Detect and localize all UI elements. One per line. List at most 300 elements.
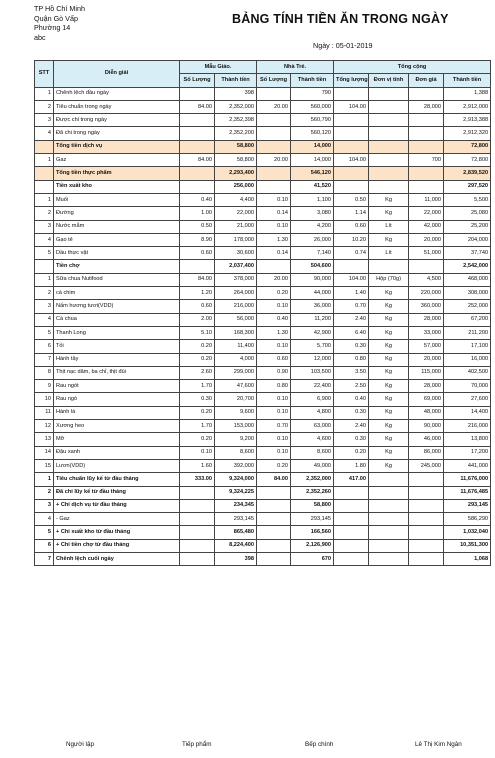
- cell-don-vi: [369, 260, 409, 273]
- cell-don-gia: 4,500: [409, 273, 444, 286]
- table-row: [35, 513, 491, 526]
- cell-stt: [35, 260, 54, 273]
- group-tong-cong: Tổng cộng: [334, 61, 491, 74]
- cell-don-gia: 360,000: [409, 300, 444, 313]
- cell-thanh-tien-nt: 5,700: [291, 340, 334, 353]
- cell-thanh-tien-mg: 178,000: [215, 233, 257, 246]
- table-row: [35, 326, 491, 339]
- cell-so-luong-nt: 0.90: [257, 366, 291, 379]
- cell-so-luong-mg: 5.10: [180, 326, 215, 339]
- cell-don-vi: Lít: [369, 247, 409, 260]
- cell-thanh-tien-nt: 36,000: [291, 300, 334, 313]
- cell-don-vi: Kg: [369, 207, 409, 220]
- cell-stt: 3: [35, 114, 54, 127]
- cell-thanh-tien-tong: 211,200: [444, 326, 491, 339]
- group-nha-tre: Nhà Trẻ.: [257, 61, 334, 74]
- cell-don-vi: Kg: [369, 193, 409, 206]
- group-mau-giao: Mẫu Giáo.: [180, 61, 257, 74]
- cell-tong-luong: 417.00: [334, 473, 369, 486]
- cell-don-gia: 22,000: [409, 207, 444, 220]
- cell-don-gia: [409, 87, 444, 100]
- cell-don-vi: [369, 167, 409, 180]
- table-row: [35, 433, 491, 446]
- bep-chinh-label: Bếp chính: [305, 741, 334, 748]
- cell-so-luong-mg: 0.10: [180, 446, 215, 459]
- cell-so-luong-nt: [257, 526, 291, 539]
- cell-tong-luong: 2.40: [334, 420, 369, 433]
- cell-thanh-tien-tong: 2,912,000: [444, 100, 491, 113]
- cell-don-gia: 48,000: [409, 406, 444, 419]
- cell-description: Rau ngò: [54, 393, 180, 406]
- table-body: [35, 87, 491, 566]
- cell-stt: 3: [35, 499, 54, 512]
- cell-don-vi: Hộp (70g): [369, 273, 409, 286]
- cell-stt: 5: [35, 326, 54, 339]
- cell-so-luong-nt: 1.30: [257, 233, 291, 246]
- cell-don-vi: Kg: [369, 446, 409, 459]
- cell-thanh-tien-nt: 3,080: [291, 207, 334, 220]
- cell-so-luong-mg: 1.70: [180, 420, 215, 433]
- cell-thanh-tien-nt: 166,560: [291, 526, 334, 539]
- table-row: [35, 499, 491, 512]
- cell-thanh-tien-nt: 504,600: [291, 260, 334, 273]
- cell-stt: 2: [35, 100, 54, 113]
- cell-stt: 5: [35, 526, 54, 539]
- cell-tong-luong: [334, 127, 369, 140]
- cell-don-gia: 57,000: [409, 340, 444, 353]
- cell-so-luong-nt: 0.10: [257, 446, 291, 459]
- cell-so-luong-nt: [257, 486, 291, 499]
- cell-description: Thanh Long: [54, 326, 180, 339]
- cell-so-luong-mg: 1.00: [180, 207, 215, 220]
- cell-stt: 6: [35, 539, 54, 552]
- cell-so-luong-nt: 20.00: [257, 273, 291, 286]
- cell-stt: [35, 140, 54, 153]
- cell-don-gia: 245,000: [409, 459, 444, 472]
- cell-so-luong-mg: 2.00: [180, 313, 215, 326]
- cell-don-gia: 20,000: [409, 233, 444, 246]
- cell-stt: 1: [35, 473, 54, 486]
- table-row: [35, 273, 491, 286]
- cell-thanh-tien-tong: 14,400: [444, 406, 491, 419]
- cell-thanh-tien-nt: 293,145: [291, 513, 334, 526]
- cell-don-gia: [409, 499, 444, 512]
- cell-so-luong-mg: [180, 486, 215, 499]
- cell-don-gia: [409, 526, 444, 539]
- cell-tong-luong: 2.50: [334, 380, 369, 393]
- cell-thanh-tien-nt: 4,200: [291, 220, 334, 233]
- cell-thanh-tien-mg: 4,400: [215, 193, 257, 206]
- cell-thanh-tien-tong: 308,000: [444, 287, 491, 300]
- cell-don-gia: [409, 180, 444, 193]
- cell-description: Lươn(VDD): [54, 459, 180, 472]
- cell-thanh-tien-mg: 293,145: [215, 513, 257, 526]
- cell-thanh-tien-tong: 1,388: [444, 87, 491, 100]
- cell-thanh-tien-mg: 256,000: [215, 180, 257, 193]
- cell-don-gia: 51,000: [409, 247, 444, 260]
- col-thanh-tien-tong: Thành tiền: [444, 74, 491, 87]
- cell-so-luong-mg: 84.00: [180, 154, 215, 167]
- cell-so-luong-mg: [180, 87, 215, 100]
- cell-thanh-tien-tong: 72,800: [444, 140, 491, 153]
- col-don-vi: Đơn vị tính: [369, 74, 409, 87]
- cell-thanh-tien-tong: 11,676,485: [444, 486, 491, 499]
- cell-stt: 2: [35, 486, 54, 499]
- cell-so-luong-nt: [257, 499, 291, 512]
- cell-tong-luong: [334, 539, 369, 552]
- cell-thanh-tien-mg: 865,480: [215, 526, 257, 539]
- cell-don-gia: 33,000: [409, 326, 444, 339]
- cell-thanh-tien-mg: 21,000: [215, 220, 257, 233]
- cell-thanh-tien-mg: 4,000: [215, 353, 257, 366]
- table-row: [35, 420, 491, 433]
- cell-thanh-tien-mg: 58,800: [215, 140, 257, 153]
- school-label: abc: [34, 32, 46, 42]
- cell-thanh-tien-mg: 58,800: [215, 154, 257, 167]
- cell-thanh-tien-tong: 2,913,388: [444, 114, 491, 127]
- cell-so-luong-nt: 1.30: [257, 326, 291, 339]
- cell-so-luong-nt: 84.00: [257, 473, 291, 486]
- cell-don-vi: [369, 154, 409, 167]
- cell-tong-luong: 0.40: [334, 393, 369, 406]
- cell-description: Gạo tẻ: [54, 233, 180, 246]
- table-row: [35, 486, 491, 499]
- cell-so-luong-nt: 0.10: [257, 406, 291, 419]
- cell-so-luong-nt: [257, 260, 291, 273]
- section-row: [35, 180, 491, 193]
- cell-thanh-tien-nt: 2,352,260: [291, 486, 334, 499]
- table-row: [35, 207, 491, 220]
- table-row: [35, 380, 491, 393]
- table-row: [35, 114, 491, 127]
- cell-thanh-tien-mg: 234,345: [215, 499, 257, 512]
- cell-tong-luong: [334, 486, 369, 499]
- cell-so-luong-nt: 0.80: [257, 380, 291, 393]
- cell-don-gia: 220,000: [409, 287, 444, 300]
- cell-don-gia: 86,000: [409, 446, 444, 459]
- cell-don-vi: Kg: [369, 340, 409, 353]
- table-row: [35, 154, 491, 167]
- col-so-luong-nt: Số Lượng: [257, 74, 291, 87]
- cell-tong-luong: [334, 167, 369, 180]
- cell-description: Xương heo: [54, 420, 180, 433]
- cell-so-luong-mg: [180, 140, 215, 153]
- cell-tong-luong: [334, 180, 369, 193]
- cell-thanh-tien-tong: 17,200: [444, 446, 491, 459]
- tiep-pham-label: Tiếp phẩm: [182, 741, 212, 748]
- table-row: [35, 473, 491, 486]
- cell-description: Tổng tiền thực phẩm: [54, 167, 180, 180]
- cell-stt: 4: [35, 233, 54, 246]
- cell-so-luong-nt: 0.40: [257, 313, 291, 326]
- cell-so-luong-mg: 333.00: [180, 473, 215, 486]
- table-row: [35, 100, 491, 113]
- cell-don-vi: Kg: [369, 380, 409, 393]
- cell-so-luong-mg: 1.60: [180, 459, 215, 472]
- cell-thanh-tien-tong: 402,500: [444, 366, 491, 379]
- cell-description: Tiêu chuẩn trong ngày: [54, 100, 180, 113]
- table-row: [35, 459, 491, 472]
- cell-so-luong-mg: 0.60: [180, 247, 215, 260]
- cell-don-vi: Kg: [369, 287, 409, 300]
- cell-description: Thịt nạc dăm, ba chỉ, thịt đùi: [54, 366, 180, 379]
- cell-don-vi: Kg: [369, 393, 409, 406]
- nguoi-lap-label: Người lập: [66, 741, 94, 748]
- cell-thanh-tien-mg: 8,600: [215, 446, 257, 459]
- table-row: [35, 193, 491, 206]
- cell-thanh-tien-mg: 20,700: [215, 393, 257, 406]
- cell-so-luong-nt: 0.10: [257, 340, 291, 353]
- cell-description: Được chi trong ngày: [54, 114, 180, 127]
- cell-thanh-tien-nt: 4,600: [291, 433, 334, 446]
- cell-tong-luong: 0.30: [334, 433, 369, 446]
- cell-tong-luong: 0.80: [334, 353, 369, 366]
- cell-description: Đậu xanh: [54, 446, 180, 459]
- cell-don-gia: 46,000: [409, 433, 444, 446]
- table-row: [35, 287, 491, 300]
- cell-don-vi: Kg: [369, 233, 409, 246]
- cell-stt: 10: [35, 393, 54, 406]
- cell-thanh-tien-nt: 22,400: [291, 380, 334, 393]
- cell-description: Gaz: [54, 154, 180, 167]
- cell-so-luong-nt: 0.14: [257, 207, 291, 220]
- cell-thanh-tien-nt: 7,140: [291, 247, 334, 260]
- cell-don-gia: [409, 513, 444, 526]
- cell-description: Tiêu chuẩn lũy kế từ đầu tháng: [54, 473, 180, 486]
- cell-thanh-tien-tong: 441,000: [444, 459, 491, 472]
- cell-tong-luong: 0.30: [334, 406, 369, 419]
- cell-thanh-tien-mg: 30,600: [215, 247, 257, 260]
- cell-so-luong-nt: 0.20: [257, 459, 291, 472]
- section-row: [35, 260, 491, 273]
- cell-thanh-tien-tong: 586,290: [444, 513, 491, 526]
- cell-thanh-tien-nt: 560,000: [291, 100, 334, 113]
- cell-thanh-tien-nt: 8,600: [291, 446, 334, 459]
- cell-thanh-tien-mg: 398: [215, 552, 257, 565]
- cell-thanh-tien-nt: 560,790: [291, 114, 334, 127]
- cell-don-vi: Kg: [369, 366, 409, 379]
- header-left: [34, 4, 85, 42]
- cell-thanh-tien-nt: 1,100: [291, 193, 334, 206]
- cell-stt: 15: [35, 459, 54, 472]
- cell-thanh-tien-mg: 392,000: [215, 459, 257, 472]
- cell-thanh-tien-mg: 2,037,400: [215, 260, 257, 273]
- cell-don-gia: 90,000: [409, 420, 444, 433]
- cell-don-gia: [409, 486, 444, 499]
- cell-don-vi: [369, 552, 409, 565]
- cell-thanh-tien-mg: 9,600: [215, 406, 257, 419]
- cell-description: + Chi xuất kho từ đầu tháng: [54, 526, 180, 539]
- cell-tong-luong: 0.60: [334, 220, 369, 233]
- cell-thanh-tien-tong: 25,200: [444, 220, 491, 233]
- cell-so-luong-nt: [257, 140, 291, 153]
- cell-don-gia: 28,000: [409, 100, 444, 113]
- cell-thanh-tien-tong: 17,100: [444, 340, 491, 353]
- cell-thanh-tien-nt: 670: [291, 552, 334, 565]
- table-row: [35, 366, 491, 379]
- cell-stt: 13: [35, 433, 54, 446]
- cell-so-luong-mg: 0.40: [180, 193, 215, 206]
- cell-tong-luong: 2.40: [334, 313, 369, 326]
- cell-thanh-tien-tong: 16,000: [444, 353, 491, 366]
- table-row: [35, 220, 491, 233]
- table-row: [35, 127, 491, 140]
- cell-tong-luong: 0.74: [334, 247, 369, 260]
- cell-thanh-tien-tong: 5,500: [444, 193, 491, 206]
- col-don-gia: Đơn giá: [409, 74, 444, 87]
- cell-don-vi: Lít: [369, 220, 409, 233]
- cell-thanh-tien-tong: 2,912,320: [444, 127, 491, 140]
- cell-thanh-tien-tong: 204,000: [444, 233, 491, 246]
- meal-cost-table: [34, 60, 491, 566]
- cell-thanh-tien-tong: 37,740: [444, 247, 491, 260]
- cell-stt: 3: [35, 220, 54, 233]
- cell-tong-luong: 0.70: [334, 300, 369, 313]
- cell-so-luong-mg: 0.20: [180, 353, 215, 366]
- table-row: [35, 247, 491, 260]
- cell-don-vi: Kg: [369, 459, 409, 472]
- col-thanh-tien-nt: Thành tiền: [291, 74, 334, 87]
- cell-so-luong-mg: 2.60: [180, 366, 215, 379]
- cell-description: Đã chi trong ngày: [54, 127, 180, 140]
- city-label: TP Hồ Chí Minh: [34, 4, 85, 13]
- table-row: [35, 526, 491, 539]
- cell-tong-luong: 1.40: [334, 287, 369, 300]
- cell-so-luong-mg: [180, 526, 215, 539]
- cell-tong-luong: [334, 260, 369, 273]
- cell-thanh-tien-nt: 103,500: [291, 366, 334, 379]
- cell-thanh-tien-mg: 168,300: [215, 326, 257, 339]
- cell-description: + Chi dịch vụ từ đầu tháng: [54, 499, 180, 512]
- cell-stt: 3: [35, 300, 54, 313]
- cell-thanh-tien-mg: 264,000: [215, 287, 257, 300]
- cell-so-luong-mg: [180, 167, 215, 180]
- cell-so-luong-nt: 0.70: [257, 420, 291, 433]
- cell-thanh-tien-mg: 2,293,400: [215, 167, 257, 180]
- cell-tong-luong: 1.14: [334, 207, 369, 220]
- cell-so-luong-nt: 0.10: [257, 433, 291, 446]
- cell-don-gia: 20,000: [409, 353, 444, 366]
- cell-so-luong-mg: 0.20: [180, 406, 215, 419]
- cell-stt: 11: [35, 406, 54, 419]
- cell-thanh-tien-tong: 1,032,040: [444, 526, 491, 539]
- cell-so-luong-mg: [180, 539, 215, 552]
- cell-don-vi: [369, 100, 409, 113]
- cell-description: Hành lá: [54, 406, 180, 419]
- cell-so-luong-nt: 0.10: [257, 193, 291, 206]
- cell-thanh-tien-mg: 8,224,400: [215, 539, 257, 552]
- cell-thanh-tien-nt: 58,800: [291, 499, 334, 512]
- cell-stt: 2: [35, 207, 54, 220]
- cell-don-gia: 28,000: [409, 380, 444, 393]
- cell-so-luong-nt: [257, 167, 291, 180]
- table-row: [35, 313, 491, 326]
- cell-don-vi: [369, 486, 409, 499]
- cell-thanh-tien-tong: 2,542,000: [444, 260, 491, 273]
- cell-so-luong-mg: 0.20: [180, 433, 215, 446]
- cell-description: Tiền xuất kho: [54, 180, 180, 193]
- cell-don-vi: [369, 87, 409, 100]
- cell-tong-luong: 0.30: [334, 340, 369, 353]
- cell-so-luong-nt: 20.00: [257, 154, 291, 167]
- cell-so-luong-mg: 8.90: [180, 233, 215, 246]
- cell-tong-luong: 6.40: [334, 326, 369, 339]
- table-row: [35, 340, 491, 353]
- cell-don-vi: Kg: [369, 326, 409, 339]
- cell-so-luong-mg: [180, 552, 215, 565]
- col-so-luong-mg: Số Lượng: [180, 74, 215, 87]
- cell-stt: 7: [35, 353, 54, 366]
- cell-stt: 14: [35, 446, 54, 459]
- cell-don-vi: Kg: [369, 353, 409, 366]
- cell-don-vi: Kg: [369, 313, 409, 326]
- cell-so-luong-mg: [180, 260, 215, 273]
- cell-stt: 4: [35, 127, 54, 140]
- table-row: [35, 233, 491, 246]
- cell-so-luong-nt: 0.60: [257, 353, 291, 366]
- cell-description: Nấm hương tươi(VDD): [54, 300, 180, 313]
- cell-tong-luong: 0.20: [334, 446, 369, 459]
- cell-don-gia: [409, 114, 444, 127]
- cell-tong-luong: 1.80: [334, 459, 369, 472]
- col-tong-luong: Tổng lượng: [334, 74, 369, 87]
- cell-don-vi: [369, 513, 409, 526]
- cell-tong-luong: 3.50: [334, 366, 369, 379]
- cell-so-luong-nt: [257, 114, 291, 127]
- table-row: [35, 539, 491, 552]
- cell-so-luong-nt: [257, 552, 291, 565]
- cell-so-luong-mg: [180, 114, 215, 127]
- cell-thanh-tien-tong: 252,000: [444, 300, 491, 313]
- cell-so-luong-mg: 0.50: [180, 220, 215, 233]
- cell-thanh-tien-tong: 72,800: [444, 154, 491, 167]
- cell-tong-luong: [334, 499, 369, 512]
- cell-thanh-tien-tong: 216,000: [444, 420, 491, 433]
- cell-stt: 7: [35, 552, 54, 565]
- cell-don-gia: [409, 140, 444, 153]
- cell-stt: 12: [35, 420, 54, 433]
- cell-stt: 8: [35, 366, 54, 379]
- cell-so-luong-nt: 20.00: [257, 100, 291, 113]
- cell-don-vi: [369, 114, 409, 127]
- cell-description: Dầu thực vật: [54, 247, 180, 260]
- cell-description: cá chim: [54, 287, 180, 300]
- cell-thanh-tien-tong: 70,000: [444, 380, 491, 393]
- cell-thanh-tien-nt: 41,520: [291, 180, 334, 193]
- cell-tong-luong: [334, 114, 369, 127]
- cell-stt: 6: [35, 340, 54, 353]
- table-row: [35, 353, 491, 366]
- cell-thanh-tien-mg: 299,000: [215, 366, 257, 379]
- cell-thanh-tien-mg: 9,324,000: [215, 473, 257, 486]
- ward-label: Phường 14: [34, 23, 71, 32]
- cell-so-luong-nt: [257, 539, 291, 552]
- cell-so-luong-mg: 1.70: [180, 380, 215, 393]
- cell-description: Rau ngót: [54, 380, 180, 393]
- cell-don-gia: [409, 552, 444, 565]
- cell-stt: 1: [35, 87, 54, 100]
- cell-description: Tỏi: [54, 340, 180, 353]
- summary-row: [35, 140, 491, 153]
- cell-don-gia: 11,000: [409, 193, 444, 206]
- cell-so-luong-mg: [180, 513, 215, 526]
- cell-thanh-tien-mg: 2,352,000: [215, 100, 257, 113]
- cell-thanh-tien-nt: 44,000: [291, 287, 334, 300]
- cell-thanh-tien-nt: 12,000: [291, 353, 334, 366]
- cell-thanh-tien-tong: 11,676,000: [444, 473, 491, 486]
- table-row: [35, 552, 491, 565]
- cell-tong-luong: [334, 513, 369, 526]
